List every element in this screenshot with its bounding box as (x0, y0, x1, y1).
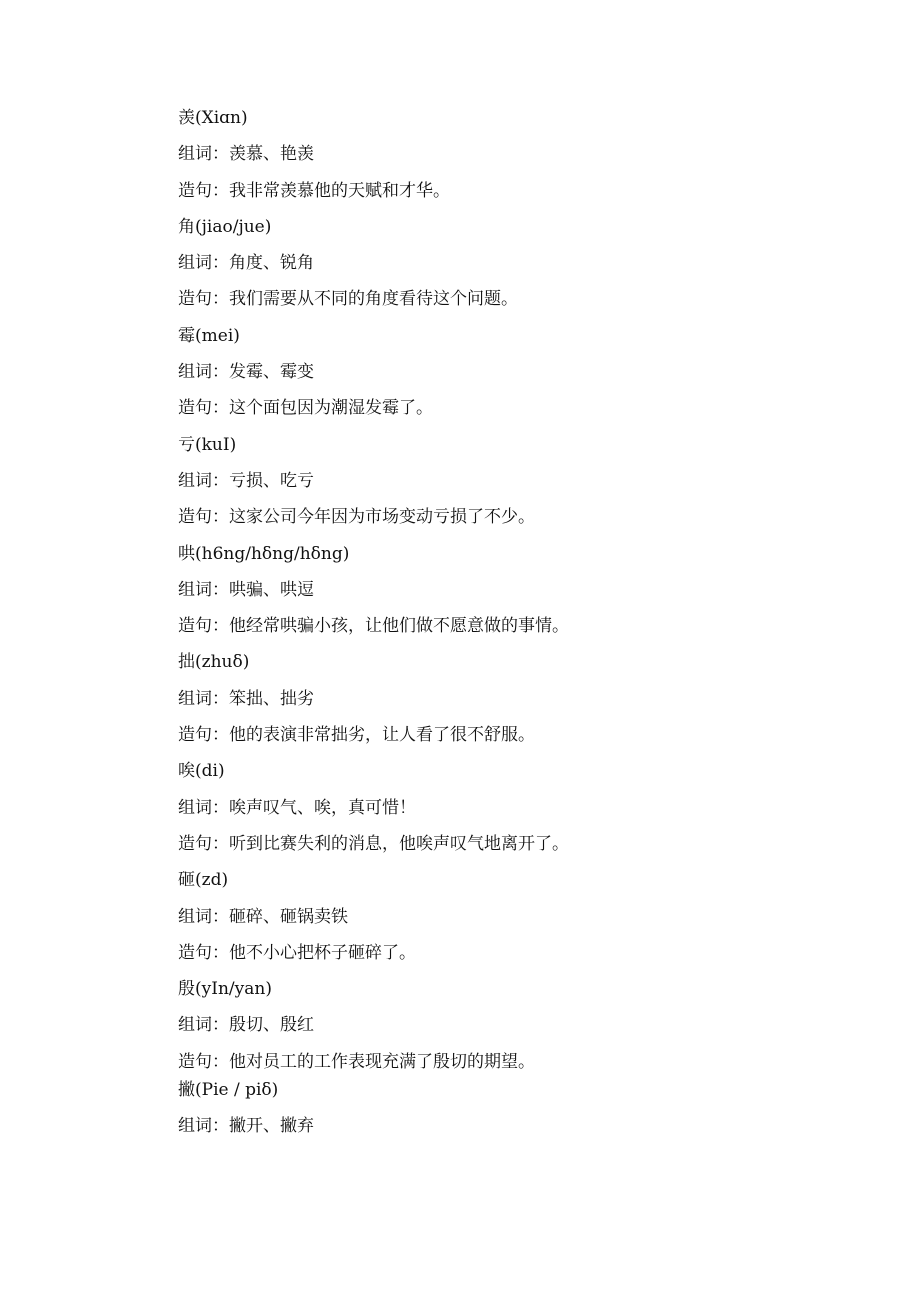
entry-sentence-6: 造句：他的表演非常拙劣，让人看了很不舒服。 (178, 725, 535, 746)
entry-sentence-4: 造句：这家公司今年因为市场变动亏损了不少。 (178, 507, 535, 528)
entry-heading-9: 殷(yIn/yan) (178, 979, 272, 1000)
entry-words-9: 组词：殷切、殷红 (178, 1015, 314, 1036)
entry-heading-8: 砸(zd) (178, 870, 229, 891)
entry-sentence-2: 造句：我们需要从不同的角度看待这个问题。 (178, 289, 518, 310)
entry-words-7: 组词：唉声叹气、唉，真可惜！ (178, 797, 416, 818)
entry-heading-10: 撇(Pie / piδ) (178, 1079, 279, 1100)
entry-heading-6: 拙(zhuδ) (178, 652, 250, 673)
entry-sentence-7: 造句：听到比赛失利的消息，他唉声叹气地离开了。 (178, 833, 569, 854)
entry-words-10: 组词：撇开、撇弃 (178, 1116, 314, 1137)
document-body (178, 108, 878, 1152)
entry-heading-2: 角(jiao/jue) (178, 216, 272, 237)
entry-words-6: 组词：笨拙、拙劣 (178, 688, 314, 709)
entry-sentence-8: 造句：他不小心把杯子砸碎了。 (178, 942, 416, 963)
entry-heading-3: 霉(mei) (178, 325, 240, 346)
entry-words-3: 组词：发霉、霉变 (178, 362, 314, 383)
entry-heading-1: 羡(Xiɑn) (178, 108, 248, 128)
entry-sentence-5: 造句：他经常哄骗小孩，让他们做不愿意做的事情。 (178, 616, 569, 637)
entry-heading-7: 唉(di) (178, 761, 225, 782)
entry-words-1: 组词：羡慕、艳羡 (178, 144, 314, 165)
entry-heading-5: 哄(h6ng/hδng/hδng) (178, 543, 350, 564)
entry-words-8: 组词：砸碎、砸锅卖铁 (178, 906, 348, 927)
entry-sentence-1: 造句：我非常羡慕他的天赋和才华。 (178, 180, 450, 201)
entry-words-2: 组词：角度、锐角 (178, 253, 314, 274)
entry-words-4: 组词：亏损、吃亏 (178, 470, 314, 491)
entry-words-5: 组词：哄骗、哄逗 (178, 579, 314, 600)
entry-heading-4: 亏(kuI) (178, 434, 237, 455)
entry-sentence-9: 造句：他对员工的工作表现充满了殷切的期望。 (178, 1051, 535, 1072)
entry-sentence-3: 造句：这个面包因为潮湿发霉了。 (178, 398, 433, 419)
